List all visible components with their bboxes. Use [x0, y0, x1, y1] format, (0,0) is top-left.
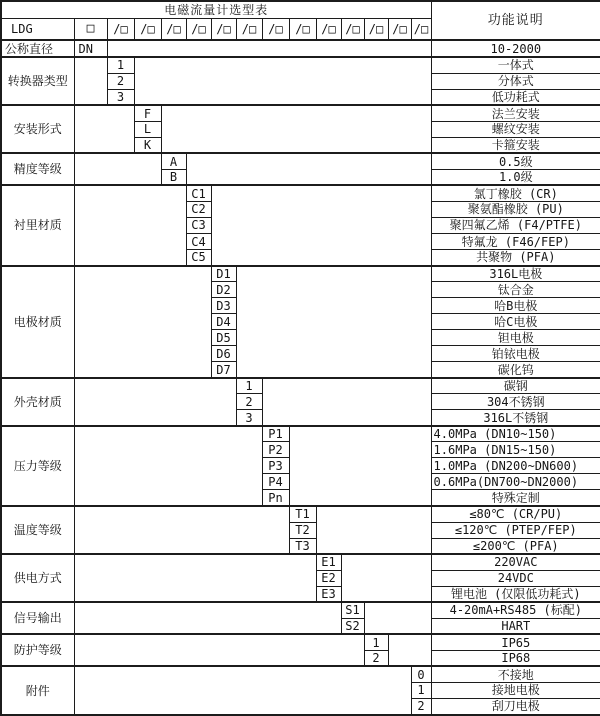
- code-cell: D2: [211, 282, 236, 298]
- section-row: [1, 666, 600, 682]
- code-cell: C4: [186, 233, 211, 249]
- category-label: 电极材质: [1, 266, 74, 378]
- model-code-slot: /□: [134, 18, 161, 40]
- category-label: 精度等级: [1, 153, 74, 185]
- model-dn-slot: □: [74, 18, 107, 40]
- page-title: 电磁流量计选型表: [1, 1, 431, 18]
- code-cell: P2: [262, 442, 289, 458]
- empty-cell: [161, 105, 431, 153]
- category-label: 转换器类型: [1, 57, 74, 105]
- category-label: 衬里材质: [1, 185, 74, 265]
- category-label: 外壳材质: [1, 378, 74, 426]
- empty-cell: [211, 185, 431, 265]
- section-row: [1, 185, 600, 201]
- code-cell: D1: [211, 266, 236, 282]
- code-cell: D6: [211, 346, 236, 362]
- code-cell: C2: [186, 201, 211, 217]
- code-cell: 2: [107, 73, 134, 89]
- value-cell: 聚四氟乙烯 (F4/PTFE): [431, 217, 600, 233]
- code-cell: C5: [186, 250, 211, 266]
- empty-cell: [74, 634, 364, 666]
- model-code-slot: /□: [211, 18, 236, 40]
- model-code-slot: /□: [107, 18, 134, 40]
- category-label: 供电方式: [1, 554, 74, 602]
- value-cell: 1.0级: [431, 169, 600, 185]
- value-cell: 哈B电极: [431, 298, 600, 314]
- code-cell: 3: [107, 89, 134, 105]
- empty-cell: [74, 185, 186, 265]
- code-cell: 1: [107, 57, 134, 73]
- value-cell: ≤120℃ (PTEP/FEP): [431, 522, 600, 538]
- empty-cell: [364, 602, 431, 634]
- empty-cell: [74, 57, 107, 105]
- code-cell: F: [134, 105, 161, 121]
- code-cell: DN: [74, 40, 107, 57]
- code-cell: T2: [289, 522, 316, 538]
- code-cell: C3: [186, 217, 211, 233]
- model-code-slot: /□: [341, 18, 364, 40]
- empty-cell: [74, 426, 262, 506]
- value-cell: 特氟龙 (F46/FEP): [431, 233, 600, 249]
- empty-cell: [74, 666, 411, 715]
- section-row: [1, 426, 600, 442]
- empty-cell: [74, 153, 161, 185]
- value-cell: 碳钢: [431, 378, 600, 394]
- value-cell: 钽电极: [431, 330, 600, 346]
- code-cell: S1: [341, 602, 364, 618]
- empty-cell: [74, 554, 316, 602]
- value-cell: ≤80℃ (CR/PU): [431, 506, 600, 522]
- value-cell: 卡箍安装: [431, 137, 600, 153]
- model-code-slot: /□: [236, 18, 262, 40]
- section-row: [1, 105, 600, 121]
- empty-cell: [316, 506, 431, 554]
- code-cell: P3: [262, 458, 289, 474]
- value-cell: ≤200℃ (PFA): [431, 538, 600, 554]
- code-cell: P4: [262, 474, 289, 490]
- value-cell: 1.6MPa (DN15~150): [431, 442, 600, 458]
- empty-cell: [107, 40, 431, 57]
- category-label: 防护等级: [1, 634, 74, 666]
- code-cell: B: [161, 169, 186, 185]
- code-cell: E2: [316, 570, 341, 586]
- empty-cell: [186, 153, 431, 185]
- value-cell: 法兰安装: [431, 105, 600, 121]
- model-code-slot: /□: [289, 18, 316, 40]
- category-label: 温度等级: [1, 506, 74, 554]
- value-cell: 316L电极: [431, 266, 600, 282]
- code-cell: D7: [211, 362, 236, 378]
- code-cell: Pn: [262, 490, 289, 506]
- empty-cell: [289, 426, 431, 506]
- value-cell: 0.6MPa(DN700~DN2000): [431, 474, 600, 490]
- value-cell: 不接地: [431, 666, 600, 682]
- value-cell: 10-2000: [431, 40, 600, 57]
- value-cell: 4-20mA+RS485 (标配): [431, 602, 600, 618]
- value-cell: 一体式: [431, 57, 600, 73]
- empty-cell: [74, 506, 289, 554]
- code-cell: 2: [364, 650, 388, 666]
- value-cell: HART: [431, 618, 600, 634]
- section-row: [1, 153, 600, 169]
- model-prefix: LDG: [1, 18, 74, 40]
- empty-cell: [388, 634, 431, 666]
- code-cell: P1: [262, 426, 289, 442]
- empty-cell: [341, 554, 431, 602]
- value-cell: 低功耗式: [431, 89, 600, 105]
- code-cell: 3: [236, 410, 262, 426]
- code-cell: D5: [211, 330, 236, 346]
- section-row: [1, 378, 600, 394]
- value-cell: 碳化钨: [431, 362, 600, 378]
- empty-cell: [74, 602, 341, 634]
- code-cell: E1: [316, 554, 341, 570]
- empty-cell: [134, 57, 431, 105]
- model-code-slot: /□: [411, 18, 431, 40]
- category-label: 附件: [1, 666, 74, 715]
- code-cell: D3: [211, 298, 236, 314]
- code-cell: 1: [236, 378, 262, 394]
- section-row: [1, 634, 600, 650]
- nominal-diameter-row: [1, 40, 600, 57]
- section-row: [1, 554, 600, 570]
- model-code-slot: /□: [388, 18, 411, 40]
- value-cell: 锂电池 (仅限低功耗式): [431, 586, 600, 602]
- section-row: [1, 266, 600, 282]
- value-cell: 4.0MPa (DN10~150): [431, 426, 600, 442]
- code-cell: L: [134, 121, 161, 137]
- value-cell: 0.5级: [431, 153, 600, 169]
- code-cell: S2: [341, 618, 364, 634]
- empty-cell: [262, 378, 431, 426]
- code-cell: 1: [411, 682, 431, 698]
- model-code-slot: /□: [161, 18, 186, 40]
- model-code-slot: /□: [316, 18, 341, 40]
- empty-cell: [74, 105, 134, 153]
- code-cell: T1: [289, 506, 316, 522]
- value-cell: 24VDC: [431, 570, 600, 586]
- code-cell: 0: [411, 666, 431, 682]
- category-label: 压力等级: [1, 426, 74, 506]
- value-cell: 316L不锈钢: [431, 410, 600, 426]
- title-row: [1, 1, 600, 18]
- value-cell: 螺纹安装: [431, 121, 600, 137]
- empty-cell: [74, 266, 211, 378]
- category-label: 公称直径: [1, 40, 74, 57]
- value-cell: 刮刀电极: [431, 698, 600, 715]
- value-cell: 聚氨酯橡胶 (PU): [431, 201, 600, 217]
- code-cell: 2: [411, 698, 431, 715]
- value-cell: 共聚物 (PFA): [431, 250, 600, 266]
- code-cell: T3: [289, 538, 316, 554]
- value-cell: 分体式: [431, 73, 600, 89]
- empty-cell: [236, 266, 431, 378]
- value-cell: 1.0MPa (DN200~DN600): [431, 458, 600, 474]
- value-cell: 特殊定制: [431, 490, 600, 506]
- section-row: [1, 57, 600, 73]
- code-cell: K: [134, 137, 161, 153]
- code-cell: 1: [364, 634, 388, 650]
- value-cell: 铂铱电极: [431, 346, 600, 362]
- value-cell: 哈C电极: [431, 314, 600, 330]
- model-code-slot: /□: [262, 18, 289, 40]
- section-row: [1, 506, 600, 522]
- value-cell: 钛合金: [431, 282, 600, 298]
- value-cell: 220VAC: [431, 554, 600, 570]
- code-cell: 2: [236, 394, 262, 410]
- code-cell: E3: [316, 586, 341, 602]
- category-label: 信号输出: [1, 602, 74, 634]
- function-column-header: 功能说明: [431, 1, 600, 40]
- value-cell: IP65: [431, 634, 600, 650]
- value-cell: 304不锈钢: [431, 394, 600, 410]
- model-code-slot: /□: [364, 18, 388, 40]
- model-code-slot: /□: [186, 18, 211, 40]
- code-cell: C1: [186, 185, 211, 201]
- code-cell: D4: [211, 314, 236, 330]
- empty-cell: [74, 378, 236, 426]
- value-cell: IP68: [431, 650, 600, 666]
- code-cell: A: [161, 153, 186, 169]
- value-cell: 接地电极: [431, 682, 600, 698]
- category-label: 安装形式: [1, 105, 74, 153]
- value-cell: 氯丁橡胶 (CR): [431, 185, 600, 201]
- section-row: [1, 602, 600, 618]
